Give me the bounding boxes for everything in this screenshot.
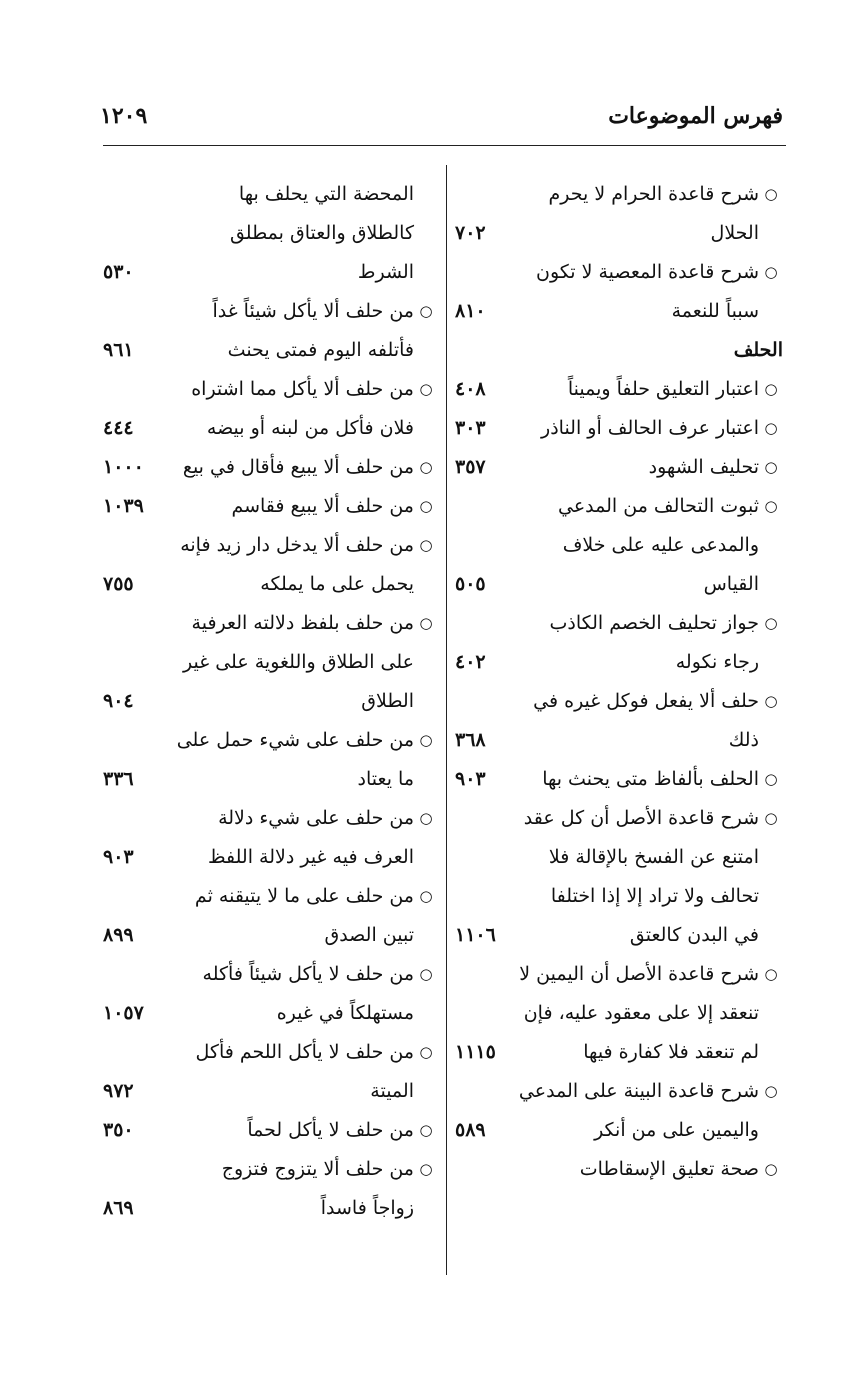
index-entry: [455, 448, 783, 487]
running-title: فهرس الموضوعات: [608, 103, 783, 129]
entry-text: المحضة التي يحلف بها: [238, 183, 414, 205]
index-entry: [103, 604, 438, 721]
entry-text: من حلف على شيء دلالة: [218, 807, 414, 829]
entry-text: اعتبار عرف الحالف أو الناذر: [541, 417, 759, 439]
entry-text: شرح قاعدة المعصية لا تكون: [536, 261, 759, 283]
entry-text: من حلف ألا يدخل دار زيد فإنه: [180, 534, 414, 556]
entry-text: سبباً للنعمة: [671, 300, 759, 322]
entry-text: الميتة: [370, 1080, 414, 1102]
entry-text: امتنع عن الفسخ بالإقالة فلا: [548, 846, 759, 868]
entry-text: تنعقد إلا على معقود عليه، فإن: [523, 1002, 759, 1024]
entry-page-number: ٥٣٠: [103, 261, 134, 283]
bullet-circle-icon: ○: [419, 965, 433, 983]
index-entry: [455, 799, 783, 955]
entry-text: حلف ألا يفعل فوكل غيره في: [533, 690, 759, 712]
entry-page-number: ٣٦٨: [455, 729, 486, 751]
entry-text: شرح قاعدة الحرام لا يحرم: [548, 183, 759, 205]
entry-text: من حلف بلفظ دلالته العرفية: [191, 612, 414, 634]
entry-text: ذلك: [728, 729, 759, 751]
bullet-circle-icon: ○: [419, 380, 433, 398]
entry-page-number: ٤٤٤: [103, 417, 134, 439]
entry-text: من حلف لا يأكل شيئاً فأكله: [202, 963, 414, 985]
index-entry: [455, 487, 783, 604]
entry-page-number: ٩٠٣: [103, 846, 134, 868]
entry-text: مستهلكاً في غيره: [276, 1002, 414, 1024]
entry-text: تحالف ولا تراد إلا إذا اختلفا: [550, 885, 759, 907]
entry-text: من حلف ألا يبيع فأقال في بيع: [182, 456, 414, 478]
entry-page-number: ٨٩٩: [103, 924, 134, 946]
bullet-circle-icon: ○: [419, 1121, 433, 1139]
bullet-circle-icon: ○: [764, 263, 778, 281]
entry-page-number: ١٠٠٠: [103, 456, 144, 478]
bullet-circle-icon: ○: [764, 614, 778, 632]
bullet-circle-icon: ○: [419, 458, 433, 476]
entry-page-number: ٩٠٣: [455, 768, 486, 790]
page-number: ١٢٠٩: [100, 103, 148, 129]
entry-text: على الطلاق واللغوية على غير: [183, 651, 414, 673]
bullet-circle-icon: ○: [764, 692, 778, 710]
entry-page-number: ٣٣٦: [103, 768, 134, 790]
index-entry: [455, 604, 783, 682]
bullet-circle-icon: ○: [419, 1160, 433, 1178]
bullet-circle-icon: ○: [764, 380, 778, 398]
index-column-right: [455, 175, 783, 1189]
index-entry: [103, 526, 438, 604]
entry-text: صحة تعليق الإسقاطات: [579, 1158, 759, 1180]
entry-page-number: ٧٥٥: [103, 573, 134, 595]
bullet-circle-icon: ○: [419, 731, 433, 749]
entry-text: زواجاً فاسداً: [320, 1197, 414, 1219]
index-entry: [103, 1150, 438, 1228]
entry-text: العرف فيه غير دلالة اللفظ: [207, 846, 414, 868]
entry-text: ثبوت التحالف من المدعي: [558, 495, 759, 517]
entry-text: من حلف لا يأكل اللحم فأكل: [195, 1041, 414, 1063]
entry-text: من حلف ألا يتزوج فتزوج: [221, 1158, 414, 1180]
page-header: [100, 95, 783, 137]
index-entry: [103, 487, 438, 526]
entry-page-number: ٤٠٨: [455, 378, 486, 400]
entry-page-number: ٥٨٩: [455, 1119, 486, 1141]
index-entry: [103, 175, 438, 292]
index-entry: [103, 1033, 438, 1111]
index-entry: [103, 955, 438, 1033]
entry-page-number: ٨٦٩: [103, 1197, 134, 1219]
entry-text: شرح قاعدة الأصل أن كل عقد: [523, 807, 759, 829]
header-rule: [103, 145, 786, 146]
entry-text: في البدن كالعتق: [629, 924, 759, 946]
index-entry: [103, 877, 438, 955]
index-entry: [455, 682, 783, 760]
entry-text: والمدعى عليه على خلاف: [562, 534, 759, 556]
index-entry: [455, 1072, 783, 1150]
index-entry: [103, 370, 438, 448]
entry-text: شرح قاعدة الأصل أن اليمين لا: [519, 963, 759, 985]
entry-text: تحليف الشهود: [648, 456, 759, 478]
index-entry: [103, 1111, 438, 1150]
entry-page-number: ٩٦١: [103, 339, 134, 361]
entry-text: الحلف بألفاظ متى يحنث بها: [542, 768, 759, 790]
index-entry: [103, 799, 438, 877]
bullet-circle-icon: ○: [419, 302, 433, 320]
entry-page-number: ٥٠٥: [455, 573, 486, 595]
entry-page-number: ١١١٥: [455, 1041, 496, 1063]
entry-text: من حلف لا يأكل لحماً: [247, 1119, 414, 1141]
index-entry: [455, 175, 783, 253]
entry-text: واليمين على من أنكر: [594, 1119, 759, 1141]
bullet-circle-icon: ○: [764, 419, 778, 437]
entry-text: من حلف على شيء حمل على: [176, 729, 414, 751]
entry-text: من حلف على ما لا يتيقنه ثم: [194, 885, 414, 907]
entry-page-number: ٨١٠: [455, 300, 486, 322]
entry-text: الطلاق: [361, 690, 414, 712]
entry-text: شرح قاعدة البينة على المدعي: [518, 1080, 759, 1102]
bullet-circle-icon: ○: [764, 965, 778, 983]
bullet-circle-icon: ○: [764, 185, 778, 203]
index-entry: [455, 253, 783, 331]
entry-text: جواز تحليف الخصم الكاذب: [549, 612, 759, 634]
bullet-circle-icon: ○: [764, 770, 778, 788]
entry-text: كالطلاق والعتاق بمطلق: [229, 222, 414, 244]
section-heading: الحلف: [733, 339, 783, 361]
index-entry: [455, 760, 783, 799]
bullet-circle-icon: ○: [419, 497, 433, 515]
bullet-circle-icon: ○: [419, 887, 433, 905]
entry-page-number: ٣٥٧: [455, 456, 486, 478]
index-entry: [103, 448, 438, 487]
entry-page-number: ٧٠٢: [455, 222, 486, 244]
entry-page-number: ٣٠٣: [455, 417, 486, 439]
entry-page-number: ١٠٣٩: [103, 495, 144, 517]
entry-page-number: ١٠٥٧: [103, 1002, 144, 1024]
bullet-circle-icon: ○: [419, 536, 433, 554]
entry-text: الشرط: [357, 261, 414, 283]
entry-text: فلان فأكل من لبنه أو بيضه: [206, 417, 414, 439]
entry-text: لم تنعقد فلا كفارة فيها: [583, 1041, 759, 1063]
bullet-circle-icon: ○: [419, 1043, 433, 1061]
entry-text: القياس: [703, 573, 759, 595]
entry-text: من حلف ألا يأكل شيئاً غداً: [212, 300, 414, 322]
entry-text: من حلف ألا يبيع فقاسم: [231, 495, 414, 517]
entry-page-number: ٣٥٠: [103, 1119, 134, 1141]
bullet-circle-icon: ○: [764, 809, 778, 827]
bullet-circle-icon: ○: [419, 614, 433, 632]
bullet-circle-icon: ○: [764, 1160, 778, 1178]
index-entry: [455, 370, 783, 409]
entry-text: اعتبار التعليق حلفاً ويميناً: [567, 378, 759, 400]
entry-text: يحمل على ما يملكه: [260, 573, 414, 595]
index-entry: [103, 292, 438, 370]
entry-text: فأتلفه اليوم فمتى يحنث: [227, 339, 414, 361]
entry-text: تبين الصدق: [324, 924, 414, 946]
entry-page-number: ٤٠٢: [455, 651, 486, 673]
column-divider: [446, 165, 447, 1275]
entry-text: ما يعتاد: [357, 768, 414, 790]
index-entry: [103, 721, 438, 799]
entry-page-number: ١١٠٦: [455, 924, 496, 946]
index-entry: [455, 1150, 783, 1189]
entry-page-number: ٩٧٢: [103, 1080, 134, 1102]
index-column-left: [103, 175, 438, 1228]
entry-text: رجاء نكوله: [675, 651, 759, 673]
bullet-circle-icon: ○: [419, 809, 433, 827]
index-entry: [455, 955, 783, 1072]
bullet-circle-icon: ○: [764, 1082, 778, 1100]
bullet-circle-icon: ○: [764, 458, 778, 476]
entry-page-number: ٩٠٤: [103, 690, 134, 712]
index-entry: [455, 409, 783, 448]
bullet-circle-icon: ○: [764, 497, 778, 515]
entry-text: الحلال: [710, 222, 759, 244]
entry-text: من حلف ألا يأكل مما اشتراه: [191, 378, 414, 400]
